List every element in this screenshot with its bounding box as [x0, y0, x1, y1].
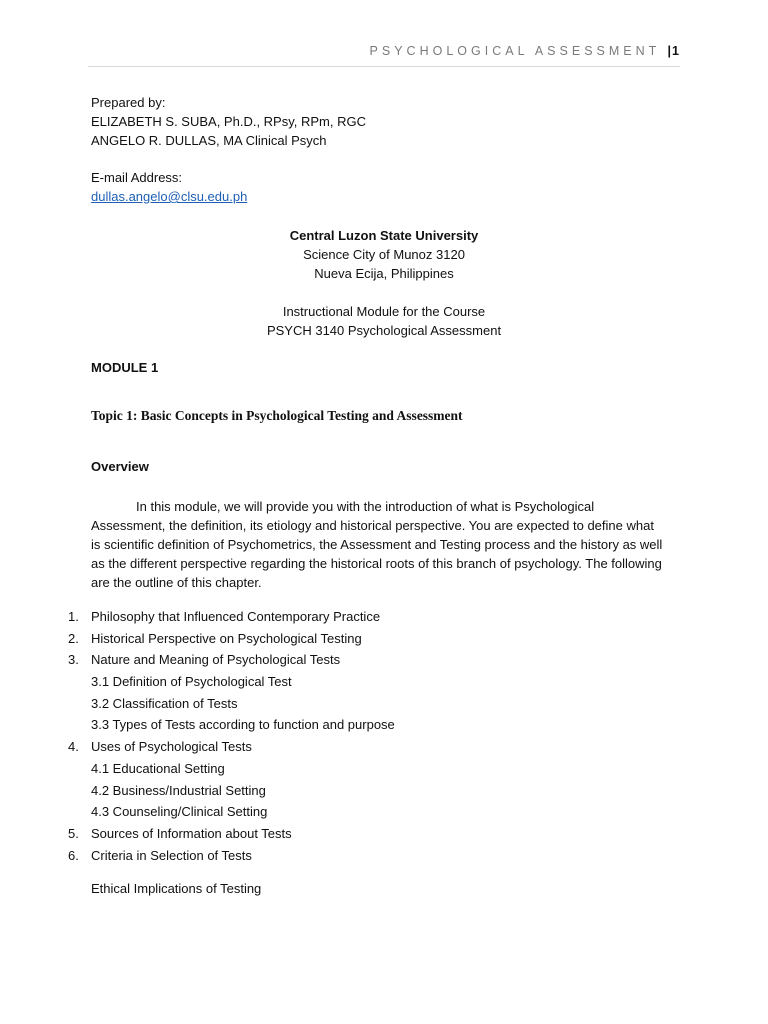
ethics-line: Ethical Implications of Testing	[91, 881, 262, 896]
list-subitem: 3.3 Types of Tests according to function and purpose	[91, 717, 395, 733]
list-item: 1. Philosophy that Influenced Contemporary Practice	[68, 609, 381, 624]
list-subitem: 3.1 Definition of Psychological Test	[91, 674, 292, 690]
course-line-2: PSYCH 3140 Psychological Assessment	[266, 323, 502, 338]
email-label: E-mail Address:	[91, 170, 183, 185]
list-subitem: 3.2 Classification of Tests	[91, 695, 238, 711]
topic-heading: Topic 1: Basic Concepts in Psychological Testing and Assessment	[91, 408, 463, 423]
header-separator: |	[667, 44, 673, 58]
list-subitem: 4.2 Business/Industrial Setting	[91, 782, 266, 798]
list-item: 4. Uses of Psychological Tests	[68, 739, 252, 755]
author-2: ANGELO R. DULLAS, MA Clinical Psych	[91, 133, 327, 148]
email-section	[91, 168, 247, 206]
prepared-by-label: Prepared by:	[91, 95, 166, 110]
email-link[interactable]: dullas.angelo@clsu.edu.ph	[91, 189, 248, 204]
list-item: 3. Nature and Meaning of Psychological Tests	[68, 652, 341, 668]
list-item: 2. Historical Perspective on Psychological Testing	[68, 630, 362, 646]
university-address-line1: Science City of Munoz 3120	[303, 247, 465, 262]
overview-heading: Overview	[91, 459, 149, 474]
list-subitem: 4.3 Counseling/Clinical Setting	[91, 804, 268, 820]
outline-list	[0, 606, 768, 866]
university-address-line2: Nueva Ecija, Philippines	[314, 266, 454, 281]
running-title: PSYCHOLOGICAL ASSESSMENT	[369, 44, 661, 58]
list-item: 5. Sources of Information about Tests	[68, 825, 292, 841]
running-header	[88, 44, 680, 67]
list-subitem: 4.1 Educational Setting	[91, 760, 225, 776]
university-name: Central Luzon State University	[289, 228, 479, 243]
page-number: 1	[672, 44, 680, 58]
course-line-1: Instructional Module for the Course	[282, 304, 486, 319]
list-item: 6. Criteria in Selection of Tests	[68, 847, 252, 863]
prepared-by-section	[91, 93, 366, 150]
overview-paragraph: In this module, we will provide you with the introduction of what is Psychological Assessment, the definition, its etiology and historical perspective. You are expected to define what is scientific definition of Psychometrics, the Assessment and Testing process and the history as well as the different perspective regarding the historical roots of this branch of psychology. The following are the outline of this chapter.	[91, 499, 663, 590]
author-1: ELIZABETH S. SUBA, Ph.D., RPsy, RPm, RGC	[91, 114, 366, 129]
module-label: MODULE 1	[91, 360, 159, 375]
